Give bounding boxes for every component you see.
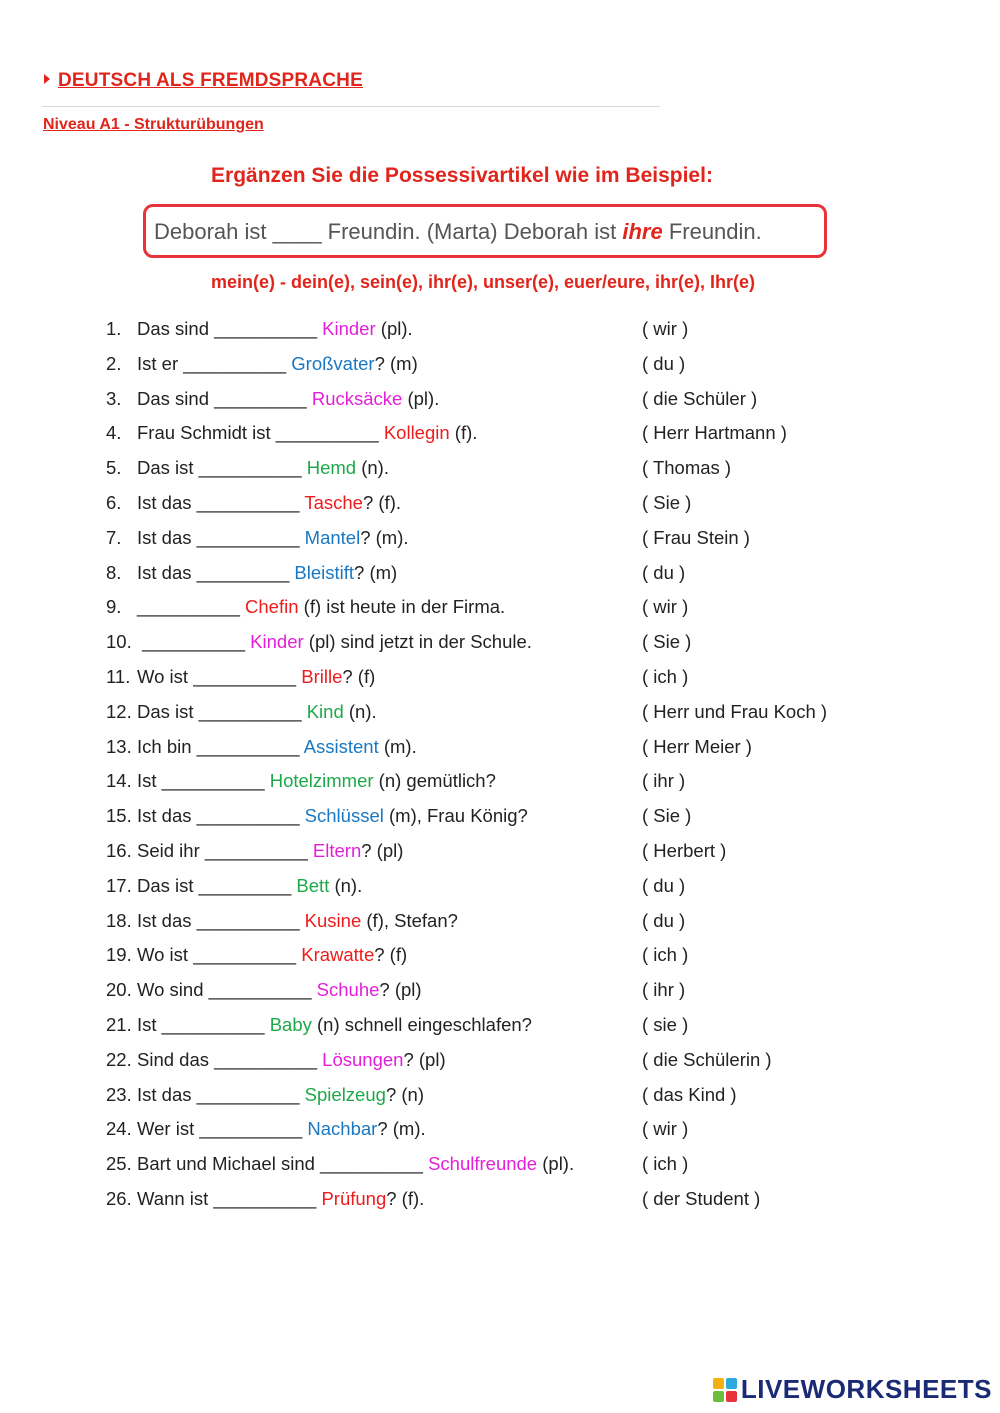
sentence-start: Das ist __________ bbox=[137, 457, 307, 479]
sentence-start: __________ bbox=[137, 596, 246, 618]
sentence-start: Ist __________ bbox=[137, 1013, 270, 1035]
owner-hint: ( du ) bbox=[642, 909, 686, 931]
exercise-number: 4. bbox=[106, 422, 122, 444]
exercise-number: 21. bbox=[106, 1013, 132, 1035]
sentence-start: Wer ist __________ bbox=[137, 1118, 308, 1140]
sentence-start: Wann ist __________ bbox=[137, 1187, 322, 1209]
exercise-number: 2. bbox=[106, 352, 122, 374]
noun: Brille bbox=[301, 665, 343, 687]
exercise-row bbox=[0, 662, 1000, 697]
exercise-sentence bbox=[137, 805, 528, 827]
sentence-start: Ist das __________ bbox=[137, 909, 305, 931]
noun: Großvater bbox=[291, 352, 375, 374]
example-before: Deborah ist ____ Freundin. (Marta) Deborah ist bbox=[154, 219, 623, 244]
sentence-start: Ist das _________ bbox=[137, 561, 295, 583]
exercise-row bbox=[0, 766, 1000, 801]
exercise-row bbox=[0, 523, 1000, 558]
exercise-number: 6. bbox=[106, 491, 122, 513]
exercise-sentence bbox=[137, 979, 422, 1001]
exercise-number: 5. bbox=[106, 457, 122, 479]
exercise-number: 11. bbox=[106, 665, 131, 687]
sentence-end: (f), Stefan? bbox=[361, 909, 458, 931]
owner-hint: ( du ) bbox=[642, 874, 686, 896]
exercise-sentence bbox=[137, 422, 477, 444]
owner-hint: ( ich ) bbox=[642, 665, 689, 687]
exercise-sentence bbox=[137, 701, 377, 723]
exercise-number: 1. bbox=[106, 318, 122, 339]
header-title-text: DEUTSCH ALS FREMDSPRACHE bbox=[58, 70, 363, 91]
exercise-number: 20. bbox=[106, 979, 132, 1001]
exercise-sentence bbox=[137, 457, 389, 479]
owner-hint: ( wir ) bbox=[642, 596, 689, 618]
owner-hint: ( das Kind ) bbox=[642, 1083, 737, 1105]
pronoun-list: mein(e) - dein(e), sein(e), ihr(e), unser(e), euer/eure, ihr(e), Ihr(e) bbox=[210, 272, 756, 292]
exercise-row bbox=[0, 836, 1000, 871]
sentence-start: Das ist _________ bbox=[137, 874, 297, 896]
noun: Hemd bbox=[306, 457, 357, 479]
noun: Lösungen bbox=[322, 1048, 404, 1070]
subtitle: Niveau A1 - Strukturübungen bbox=[43, 116, 264, 133]
noun: Krawatte bbox=[301, 944, 375, 966]
noun: Kinder bbox=[322, 318, 376, 339]
exercise-number: 19. bbox=[106, 944, 132, 966]
noun: Bett bbox=[296, 874, 330, 896]
divider bbox=[42, 106, 660, 107]
exercise-sentence bbox=[137, 631, 532, 653]
exercise-row bbox=[0, 906, 1000, 941]
exercise-sentence bbox=[137, 666, 375, 688]
sentence-end: ? (f) bbox=[374, 944, 408, 966]
exercise-row bbox=[0, 592, 1000, 627]
noun: Assistent bbox=[303, 735, 379, 757]
owner-hint: ( Thomas ) bbox=[642, 457, 732, 479]
noun: Schuhe bbox=[316, 979, 380, 1001]
owner-hint: ( wir ) bbox=[642, 1118, 689, 1140]
exercise-row bbox=[0, 1114, 1000, 1149]
exercise-row bbox=[0, 871, 1000, 906]
exercise-list bbox=[0, 314, 1000, 1219]
exercise-row bbox=[0, 384, 1000, 419]
exercise-sentence bbox=[137, 1014, 532, 1036]
owner-hint: ( du ) bbox=[642, 561, 686, 583]
sentence-start: Sind das __________ bbox=[137, 1048, 323, 1070]
sentence-end: (m), Frau König? bbox=[383, 805, 528, 827]
sentence-end: ? (pl) bbox=[361, 839, 404, 861]
sentence-end: (n). bbox=[343, 700, 377, 722]
exercise-sentence bbox=[137, 875, 362, 897]
noun: Kusine bbox=[304, 909, 362, 931]
exercise-number: 26. bbox=[106, 1187, 132, 1209]
owner-hint: ( der Student ) bbox=[642, 1187, 761, 1209]
sentence-end: ? (m). bbox=[360, 526, 409, 548]
owner-hint: ( ihr ) bbox=[642, 979, 686, 1001]
exercise-sentence bbox=[137, 1084, 424, 1106]
sentence-start: Seid ihr __________ bbox=[137, 839, 313, 861]
exercise-row bbox=[0, 418, 1000, 453]
sentence-end: (f). bbox=[449, 422, 478, 444]
exercise-sentence bbox=[137, 910, 458, 932]
sentence-start: Das sind __________ bbox=[137, 318, 323, 339]
owner-hint: ( Herr Meier ) bbox=[642, 735, 752, 757]
sentence-end: ? (f). bbox=[362, 491, 401, 513]
exercise-sentence bbox=[137, 1049, 446, 1071]
liveworksheets-logo bbox=[713, 1374, 992, 1405]
exercise-row bbox=[0, 1080, 1000, 1115]
logo-mark-icon bbox=[713, 1378, 737, 1402]
exercise-sentence bbox=[137, 1188, 424, 1210]
exercise-row bbox=[0, 488, 1000, 523]
exercise-number: 16. bbox=[106, 839, 132, 861]
exercise-number: 22. bbox=[106, 1048, 132, 1070]
sentence-start: Wo sind __________ bbox=[137, 979, 317, 1001]
exercise-sentence bbox=[137, 492, 401, 514]
exercise-sentence bbox=[137, 388, 439, 410]
exercise-number: 23. bbox=[106, 1083, 132, 1105]
noun: Nachbar bbox=[307, 1118, 378, 1140]
sentence-end: ? (m). bbox=[377, 1118, 426, 1140]
example-box bbox=[143, 204, 827, 258]
sentence-end: (pl). bbox=[402, 387, 440, 409]
exercise-number: 18. bbox=[106, 909, 132, 931]
owner-hint: ( du ) bbox=[642, 352, 686, 374]
exercise-sentence bbox=[137, 318, 413, 340]
owner-hint: ( Sie ) bbox=[642, 491, 692, 513]
noun: Eltern bbox=[312, 839, 362, 861]
exercise-number: 17. bbox=[106, 874, 132, 896]
noun: Mantel bbox=[304, 526, 361, 548]
noun: Hotelzimmer bbox=[269, 770, 374, 792]
exercise-row bbox=[0, 697, 1000, 732]
exercise-sentence bbox=[137, 596, 505, 618]
noun: Baby bbox=[269, 1013, 312, 1035]
sentence-start: Ist das __________ bbox=[137, 526, 305, 548]
exercise-sentence bbox=[137, 840, 403, 862]
triangle-bullet-icon bbox=[44, 74, 50, 84]
exercise-number: 24. bbox=[106, 1118, 132, 1140]
noun: Kollegin bbox=[383, 422, 450, 444]
exercise-sentence bbox=[137, 527, 409, 549]
sentence-end: (n). bbox=[329, 874, 363, 896]
owner-hint: ( ihr ) bbox=[642, 770, 686, 792]
exercise-sentence bbox=[137, 736, 417, 758]
exercise-sentence bbox=[137, 944, 407, 966]
exercise-number: 12. bbox=[106, 700, 132, 722]
exercise-sentence bbox=[137, 1153, 574, 1175]
sentence-start: Bart und Michael sind __________ bbox=[137, 1153, 429, 1175]
owner-hint: ( wir ) bbox=[642, 318, 689, 339]
sentence-end: (n) schnell eingeschlafen? bbox=[311, 1013, 532, 1035]
exercise-number: 15. bbox=[106, 805, 132, 827]
exercise-row bbox=[0, 1045, 1000, 1080]
sentence-start: Das sind _________ bbox=[137, 387, 312, 409]
exercise-number: 25. bbox=[106, 1153, 132, 1175]
exercise-sentence bbox=[137, 562, 397, 584]
exercise-row bbox=[0, 314, 1000, 349]
noun: Kinder bbox=[250, 631, 304, 653]
exercise-number: 14. bbox=[106, 770, 132, 792]
exercise-number: 3. bbox=[106, 387, 122, 409]
exercise-row bbox=[0, 349, 1000, 384]
owner-hint: ( ich ) bbox=[642, 1153, 689, 1175]
logo-text: LIVEWORKSHEETS bbox=[740, 1374, 992, 1404]
sentence-end: ? (pl) bbox=[403, 1048, 446, 1070]
exercise-number: 8. bbox=[106, 561, 122, 583]
sentence-start: Das ist __________ bbox=[137, 700, 307, 722]
sentence-end: ? (f). bbox=[386, 1187, 425, 1209]
example-after: Freundin. bbox=[662, 219, 762, 244]
sentence-end: ? (f) bbox=[342, 665, 376, 687]
owner-hint: ( Herr und Frau Koch ) bbox=[642, 700, 828, 722]
sentence-end: ? (m) bbox=[354, 561, 398, 583]
sentence-end: (f) ist heute in der Firma. bbox=[298, 596, 506, 618]
instruction: Ergänzen Sie die Possessivartikel wie im Beispiel: bbox=[211, 164, 713, 187]
noun: Schulfreunde bbox=[428, 1153, 538, 1175]
exercise-number: 7. bbox=[106, 526, 122, 548]
header-title bbox=[44, 70, 363, 92]
owner-hint: ( die Schülerin ) bbox=[642, 1048, 772, 1070]
sentence-end: ? (n) bbox=[385, 1083, 424, 1105]
owner-hint: ( Frau Stein ) bbox=[642, 526, 750, 548]
exercise-sentence bbox=[137, 770, 496, 792]
noun: Schlüssel bbox=[304, 805, 384, 827]
exercise-row bbox=[0, 453, 1000, 488]
sentence-end: (m). bbox=[378, 735, 417, 757]
exercise-row bbox=[0, 940, 1000, 975]
sentence-end: (pl) sind jetzt in der Schule. bbox=[303, 631, 532, 653]
exercise-number: 9. bbox=[106, 596, 122, 618]
sentence-start: Wo ist __________ bbox=[137, 665, 302, 687]
sentence-start: Ich bin __________ bbox=[137, 735, 304, 757]
noun: Tasche bbox=[304, 491, 363, 513]
sentence-end: (n). bbox=[356, 457, 389, 479]
exercise-row bbox=[0, 1184, 1000, 1219]
sentence-start: Wo ist __________ bbox=[137, 944, 302, 966]
exercise-number: 10. bbox=[106, 631, 132, 653]
sentence-start: Ist das __________ bbox=[137, 1083, 305, 1105]
noun: Rucksäcke bbox=[311, 387, 403, 409]
exercise-row bbox=[0, 627, 1000, 662]
sentence-end: (pl). bbox=[375, 318, 413, 339]
exercise-sentence bbox=[137, 1118, 426, 1140]
exercise-row bbox=[0, 1149, 1000, 1184]
exercise-row bbox=[0, 975, 1000, 1010]
sentence-end: ? (pl) bbox=[379, 979, 422, 1001]
owner-hint: ( sie ) bbox=[642, 1013, 689, 1035]
exercise-row bbox=[0, 1010, 1000, 1045]
sentence-start: Ist __________ bbox=[137, 770, 270, 792]
sentence-start: Frau Schmidt ist __________ bbox=[137, 422, 384, 444]
noun: Spielzeug bbox=[304, 1083, 386, 1105]
sentence-end: (pl). bbox=[537, 1153, 575, 1175]
exercise-number: 13. bbox=[106, 735, 132, 757]
owner-hint: ( Herr Hartmann ) bbox=[642, 422, 787, 444]
exercise-row bbox=[0, 558, 1000, 593]
sentence-start: __________ bbox=[137, 631, 251, 653]
exercise-sentence bbox=[137, 353, 418, 375]
exercise-row bbox=[0, 801, 1000, 836]
noun: Bleistift bbox=[294, 561, 355, 583]
owner-hint: ( die Schüler ) bbox=[642, 387, 758, 409]
sentence-start: Ist er __________ bbox=[137, 352, 292, 374]
owner-hint: ( Sie ) bbox=[642, 805, 692, 827]
noun: Chefin bbox=[245, 596, 299, 618]
owner-hint: ( Herbert ) bbox=[642, 839, 727, 861]
sentence-start: Ist das __________ bbox=[137, 491, 305, 513]
example-answer: ihre bbox=[622, 219, 663, 244]
sentence-end: (n) gemütlich? bbox=[373, 770, 496, 792]
exercise-row bbox=[0, 732, 1000, 767]
sentence-end: ? (m) bbox=[374, 352, 418, 374]
owner-hint: ( Sie ) bbox=[642, 631, 692, 653]
owner-hint: ( ich ) bbox=[642, 944, 689, 966]
sentence-start: Ist das __________ bbox=[137, 805, 305, 827]
noun: Prüfung bbox=[321, 1187, 387, 1209]
noun: Kind bbox=[306, 700, 344, 722]
